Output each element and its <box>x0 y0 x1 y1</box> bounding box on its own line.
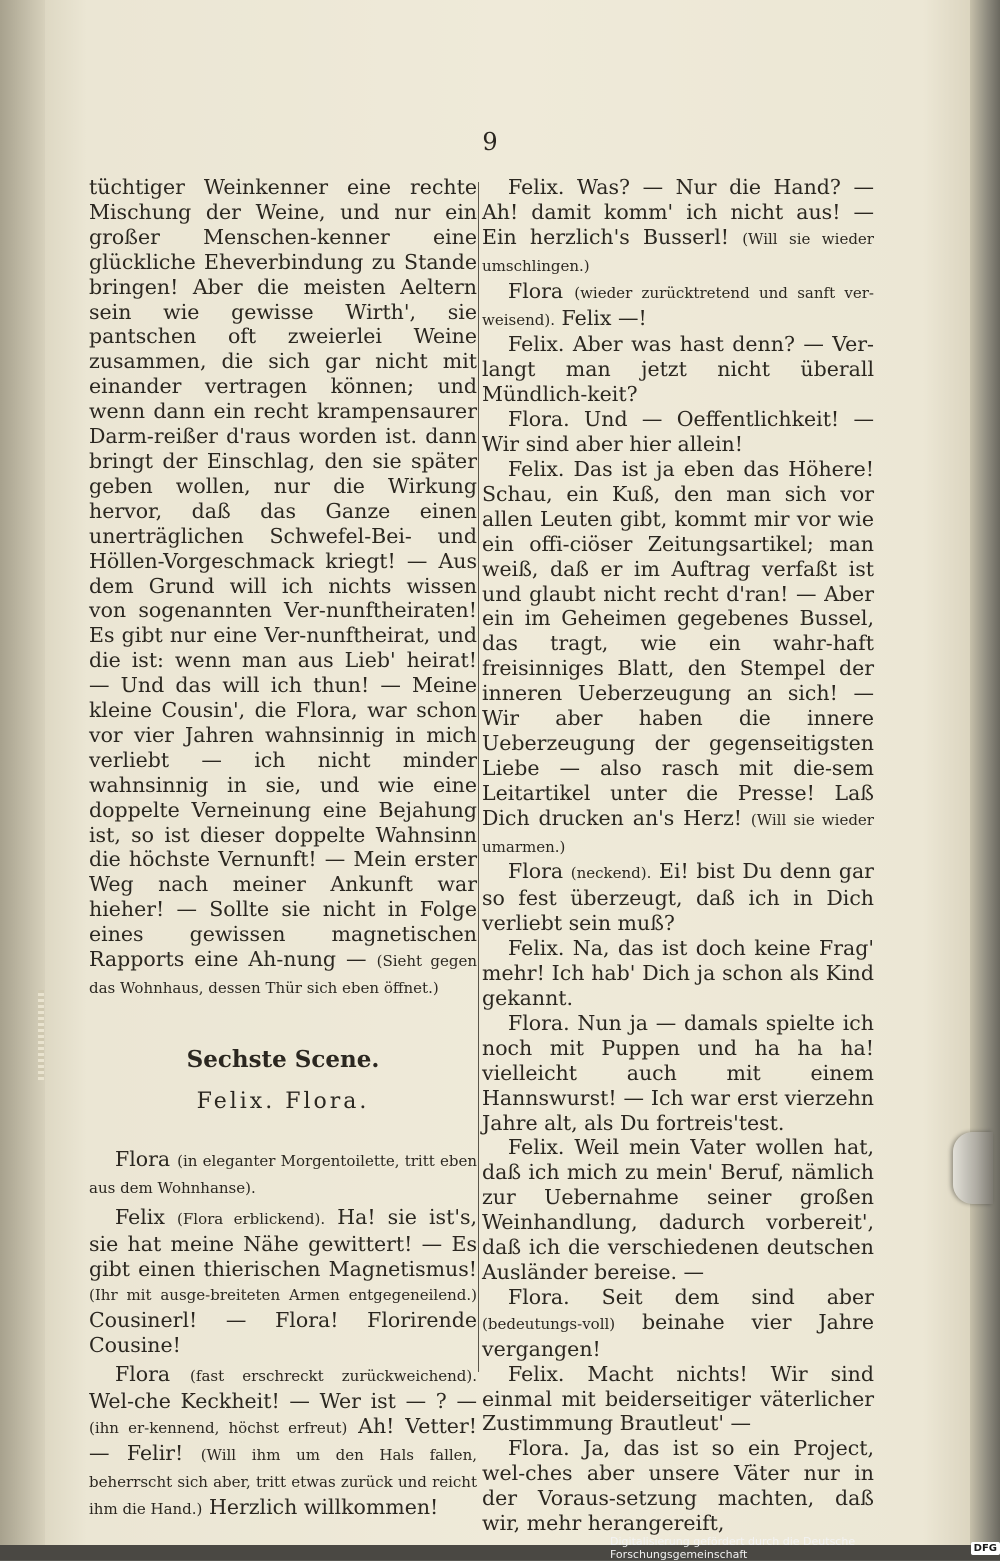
stage-direction: (bedeutungs-voll) <box>482 1314 616 1333</box>
stage-direction: (fast erschreckt zurückweichend). <box>190 1367 477 1386</box>
speech-text: Weil mein Vater wollen hat, daß ich mich zu mein' Beruf, nämlich zur Uebernahme seiner großen Weinhandlung, dadurch vorbereit', daß ich die verschiedenen deutschen Ausländer bereise. — <box>482 1135 874 1284</box>
left-paragraph-1 <box>89 175 477 1001</box>
speaker-name: Felix. <box>508 1361 565 1386</box>
speech-felix-6 <box>482 1135 874 1284</box>
speaker-name: Felix. <box>508 456 565 481</box>
speech-text: Na, das ist doch keine Frag' mehr! Ich hab' Dich ja schon als Kind gekannt. <box>482 936 874 1010</box>
speech-felix-1 <box>89 1205 477 1358</box>
speech-flora-3 <box>482 279 874 333</box>
speaker-name: Flora <box>115 1146 171 1171</box>
page-number: 9 <box>482 128 498 156</box>
speech-flora-7 <box>482 1285 874 1362</box>
speaker-name: Flora. <box>508 407 570 432</box>
stage-direction: (neckend). <box>570 864 652 883</box>
speaker-name: Flora <box>508 859 564 884</box>
speaker-name: Flora. <box>508 1436 570 1461</box>
speech-text: Felix —! <box>561 305 647 330</box>
speech-flora-5 <box>482 859 874 936</box>
stage-direction: (in eleganter Morgentoilette, tritt eben aus dem Wohnhanse). <box>89 1151 477 1197</box>
speech-felix-2 <box>482 175 874 279</box>
speech-flora-8 <box>482 1436 874 1536</box>
scene-heading: Sechste Scene. <box>186 1045 380 1073</box>
speaker-name: Felix. <box>508 1135 565 1160</box>
dfg-logo: DFG <box>971 1542 1000 1555</box>
stage-direction: (Flora erblickend). <box>177 1209 326 1228</box>
stage-direction: (ihn er-kennend, höchst erfreut) <box>89 1418 348 1437</box>
stage-direction: (wieder zurücktretend und sanft ver-weisend). <box>482 283 874 329</box>
page-clip <box>953 1132 993 1204</box>
right-column <box>482 175 874 1536</box>
speech-flora-2 <box>89 1362 477 1521</box>
speaker-name: Flora. <box>508 1284 570 1309</box>
speaker-name: Flora <box>508 278 564 303</box>
speech-text: Und — Oeffentlichkeit! — Wir sind aber hier allein! <box>482 407 874 457</box>
speech-text: Ja, das ist so ein Project, wel-ches aber unsere Väter nur in der Voraus-setzung machten, daß wir, mehr herangereift, <box>482 1436 874 1536</box>
page-edge <box>970 0 1000 1545</box>
speech-text: Das ist ja eben das Höhere! Schau, ein Kuß, den man sich vor allen Leuten gibt, kommt mir vor wie ein offi-ciöser Zeitungsartikel; man weiß, daß er im Auftrag verfaßt ist und glaubt nicht recht d'ran! — Aber ein im Geheimen gegebenes Bussel, das tragt, wie ein wahr-haft freisinniges Blatt, den Stempel der inneren Ueberzeugung an sich! — Wir aber haben die innere Ueberzeugung der gegenseitigsten Liebe — also rasch mit die-sem Leitartikel unter die Presse! Laß Dich drucken an's Herz! <box>482 456 874 830</box>
speech-flora-4 <box>482 407 874 457</box>
speech-text: Was? — Nur die Hand? — Ah! damit komm' ich nicht aus! — Ein herzlich's Busserl! <box>482 175 874 249</box>
speech-text: Nun ja — damals spielte ich noch mit Puppen und ha ha ha! vielleicht auch mit einem Hannswurst! — Ich war erst vierzehn Jahre alt, als Du fortreis'test. <box>482 1010 874 1135</box>
scene-cast: Felix. Flora. <box>196 1088 370 1114</box>
stage-direction: (Will sie wieder umschlingen.) <box>482 229 874 275</box>
speech-felix-5 <box>482 936 874 1011</box>
stage-direction: (Sieht gegen das Wohnhaus, dessen Thür sich eben öffnet.) <box>89 952 477 997</box>
speech-text: Aber was hast denn? — Ver-langt man jetzt nicht überall Mündlich-keit? <box>482 332 874 407</box>
monologue-text: tüchtiger Weinkenner eine rechte Mischung der Weine, und nur ein großer Menschen-kenner eine glückliche Eheverbindung zu Stande bringen! Aber die meisten Aeltern sein wie gewisse Wirth', sie pantschen oft zweierlei Weine zusammen, die sich gar nicht mit einander vertragen können; und wenn dann ein recht krampensaurer Darm-reißer d'raus worden ist. dann bringt der Einschlag, den sie später geben wollen, nur die Wirkung hervor, daß das Ganze einen unerträglichen Schwefel-Bei- und Höllen-Vorgeschmack kriegt! — Aus dem Grund will ich nichts wissen von sogenannten Ver-nunftheiraten! Es gibt nur eine Ver-nunftheirat, und die ist: wenn man aus Lieb' heirat! — Und das will ich thun! — Meine kleine Cousin', die Flora, war schon vor vier Jahren wahnsinnig in mich verliebt — ich nicht minder wahnsinnig in sie, und wie eine doppelte Verneinung eine Bejahung ist, so ist dieser doppelte Wahnsinn die höchste Vernunft! — Mein erster Weg nach meiner Ankunft war hieher! — Sollte sie nicht in Folge eines gewissen magnetischen Rapports eine Ah-nung — <box>89 175 477 972</box>
speech-text: beinahe vier Jahre vergangen! <box>482 1309 874 1361</box>
speaker-name: Felix. <box>508 175 565 199</box>
speech-text: Seit dem sind aber <box>601 1284 874 1309</box>
speaker-name: Flora. <box>508 1010 570 1035</box>
speech-text: Ha! sie ist's, sie hat meine Nähe gewittert! — Es gibt einen thierischen Magnetismus! <box>89 1204 477 1281</box>
speech-text: Ei! bist Du denn gar so fest überzeugt, daß ich in Dich verliebt sein muß? <box>482 859 874 936</box>
speaker-name: Flora <box>115 1362 171 1387</box>
speech-text: Cousinerl! — Flora! Florirende Cousine! <box>89 1308 477 1358</box>
speech-felix-3 <box>482 332 874 407</box>
binding-thread <box>38 990 44 1080</box>
speech-felix-7 <box>482 1362 874 1437</box>
column-divider <box>478 182 479 1372</box>
speaker-name: Felix. <box>508 332 565 357</box>
speech-felix-4 <box>482 457 874 860</box>
stage-direction: (Will sie wieder umarmen.) <box>482 810 874 856</box>
speaker-name: Felix. <box>508 936 565 961</box>
stage-direction: (Ihr mit ausge-breiteten Armen entgegeneilend.) <box>89 1286 477 1305</box>
speech-text: Ah! Vetter! — Felir! <box>89 1413 477 1465</box>
digitization-credit <box>610 1537 1000 1559</box>
left-column <box>89 175 477 1522</box>
stage-direction: (Will ihm um den Hals fallen, beherrscht sich aber, tritt etwas zurück und reicht ihm die Hand.) <box>89 1445 477 1518</box>
speech-text: Macht nichts! Wir sind einmal mit beiderseitiger väterlicher Zustimmung Brautleut' — <box>482 1361 874 1436</box>
speech-flora-6 <box>482 1011 874 1136</box>
speech-flora-1 <box>89 1147 477 1201</box>
speech-text: Herzlich willkommen! <box>208 1494 439 1519</box>
speaker-name: Felix <box>115 1204 165 1229</box>
credit-text: Digitalisierung gefördert durch die Deutsche Forschungsgemeinschaft <box>610 1535 856 1561</box>
speech-text: Wel-che Keckheit! — Wer ist — ? — <box>89 1389 477 1414</box>
binding-shadow <box>0 0 45 1545</box>
